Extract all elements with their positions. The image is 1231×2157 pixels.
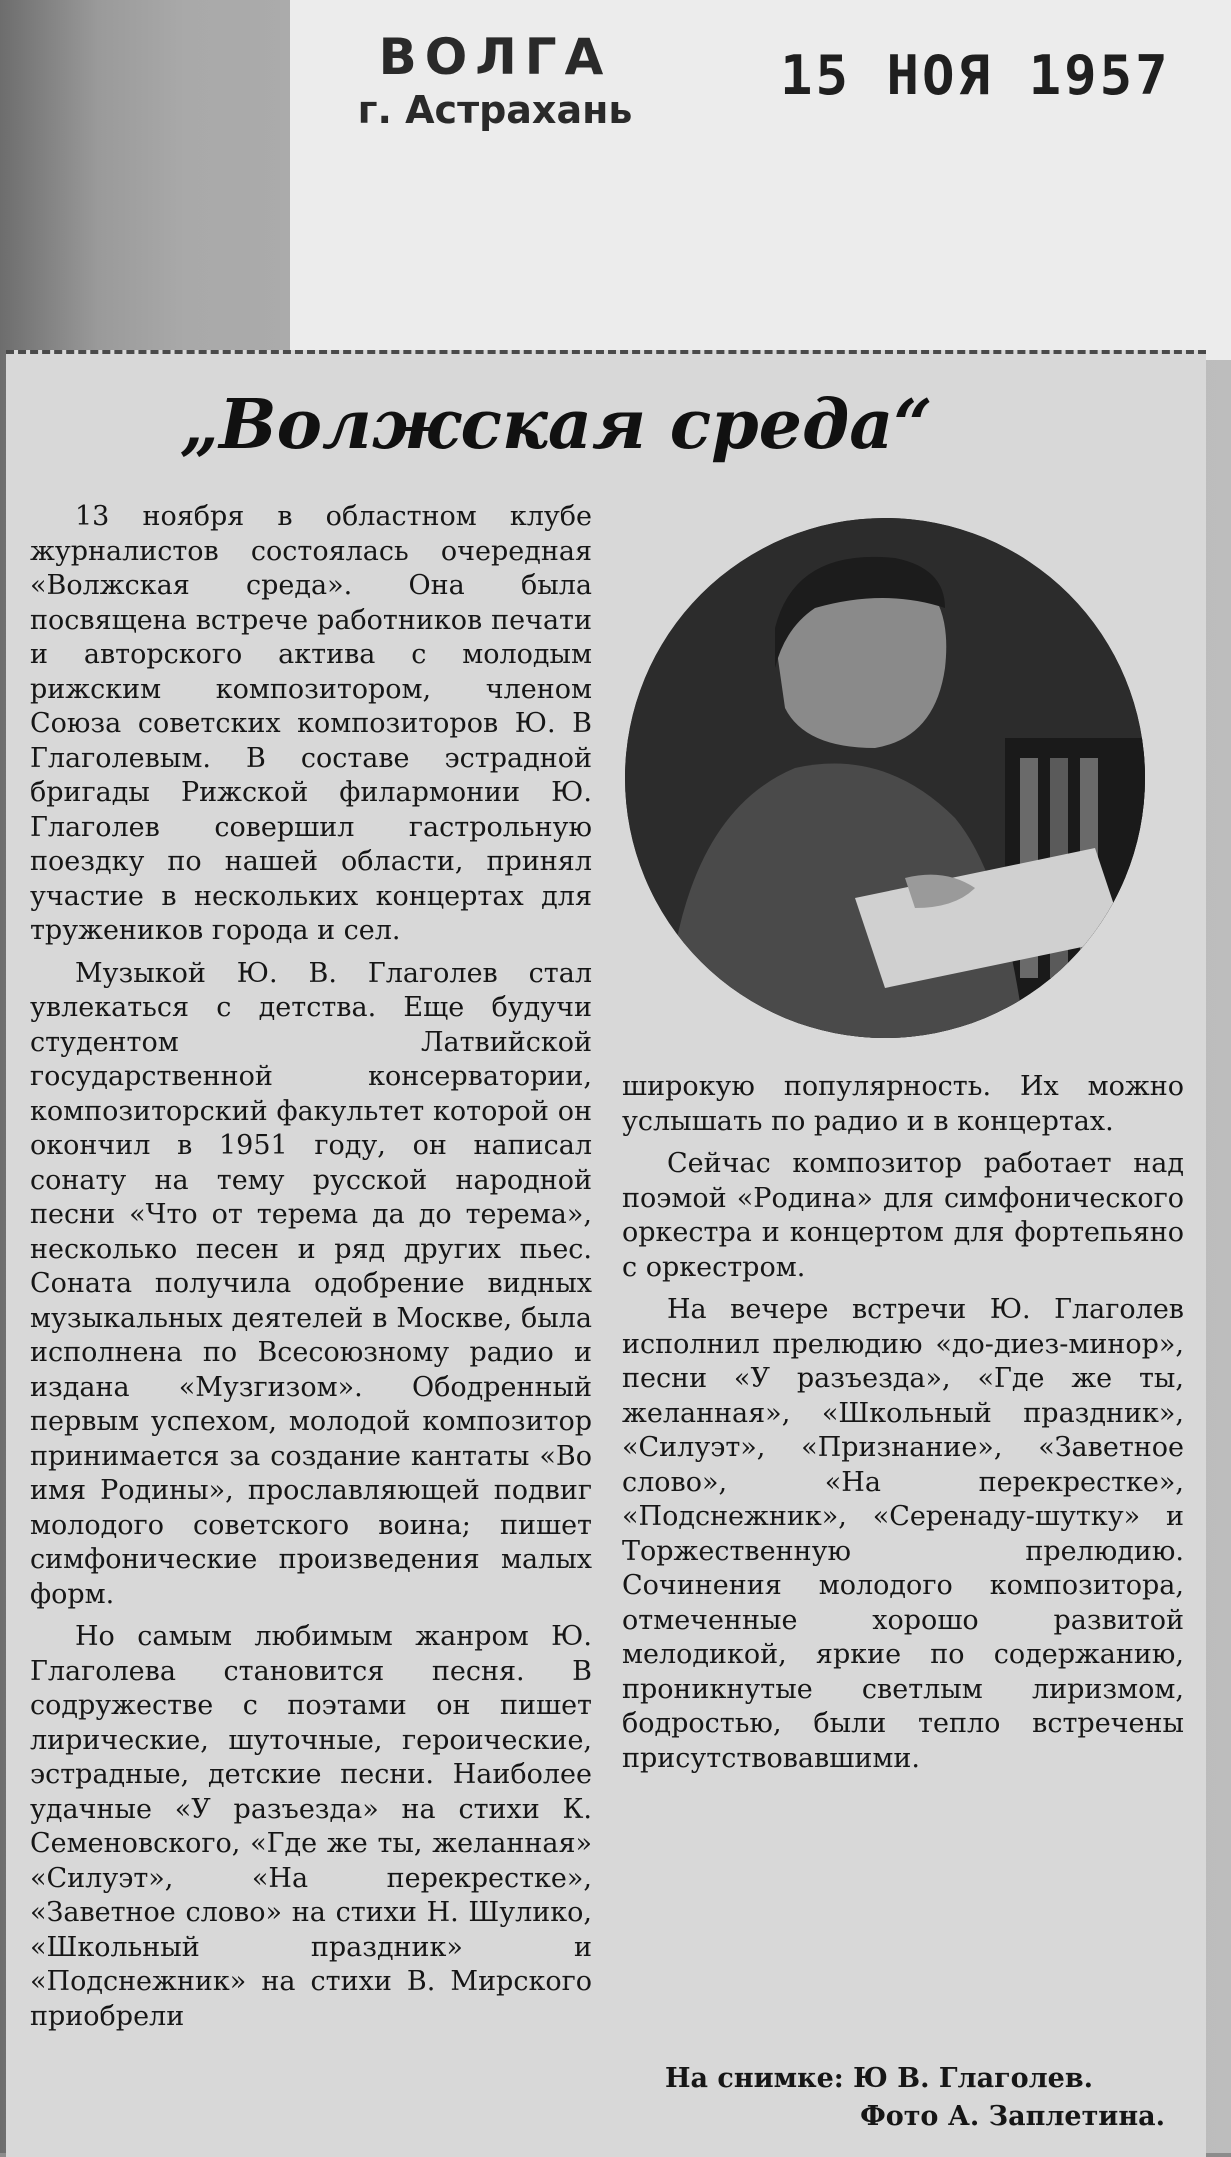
- article-paragraph: широкую популярность. Их можно услышать по радио и в концертах.: [622, 1071, 1184, 1137]
- photo-caption: [665, 2060, 1185, 2136]
- newspaper-name: ВОЛГА: [378, 28, 612, 86]
- article-paragraph: 13 ноября в областном клубе журналистов состоялась очередная «Волжская среда». Она была посвящена встрече работников печати и авторского актива с молодым рижским композитором, членом Союза советских композиторов Ю. В Глаголевым. В составе эстрадной бригады Рижской филармонии Ю. Глаголев совершил гастрольную поездку по нашей области, принял участие в нескольких концертах для тружеников города и сел.: [30, 501, 592, 946]
- caption-subject: На снимке: Ю В. Глаголев.: [665, 2063, 1094, 2094]
- caption-credit: Фото А. Заплетина.: [860, 2101, 1165, 2132]
- article-paragraph: Сейчас композитор работает над поэмой «Родина» для симфонического оркестра и концертом для фортепьяно с оркестром.: [622, 1148, 1184, 1283]
- composer-photo: [625, 518, 1145, 1038]
- article-paragraph: Музыкой Ю. В. Глаголев стал увлекаться с детства. Еще будучи студентом Латвийской государственной консерватории, композиторский факультет которой он окончил в 1951 году, он написал сонату на тему русской народной песни «Что от терема да до терема», несколько песен и ряд других пьес. Соната получила одобрение видных музыкальных деятелей в Москве, была исполнена по Всесоюзному радио и издана «Музгизом». Ободренный первым успехом, молодой композитор принимается за создание кантаты «Во имя Родины», прославляющей подвиг молодого советского воина; пишет симфонические произведения малых форм.: [30, 957, 592, 1610]
- article-column-right: [622, 1070, 1184, 1784]
- source-stamp: [330, 28, 660, 134]
- date-stamp: 15 НОЯ 1957: [780, 44, 1171, 107]
- composer-photo-image: [625, 518, 1145, 1038]
- article-paragraph: На вечере встречи Ю. Глаголев исполнил прелюдию «до-диез-минор», песни «У разъезда», «Где же ты, желанная», «Школьный праздник», «Силуэт», «Признание», «Заветное слово», «На перекрестке», «Подснежник», «Серенаду-шутку» и Торжественную прелюдию. Сочинения молодого композитора, отмеченные хорошо развитой мелодикой, яркие по содержанию, проникнутые светлым лиризмом, бодростью, были тепло встречены присутствовавшими.: [622, 1294, 1184, 1774]
- city-name: г. Астрахань: [357, 88, 633, 132]
- article-headline: „Волжская среда“: [180, 385, 933, 465]
- article-paragraph: Но самым любимым жанром Ю. Глаголева становится песня. В содружестве с поэтами он пишет лирические, шуточные, героические, эстрадные, детские песни. Наиболее удачные «У разъезда» на стихи К. Семеновского, «Где же ты, желанная» «Силуэт», «На перекрестке», «Заветное слово» на стихи Н. Шулико, «Школьный праздник» и «Подснежник» на стихи В. Мирского приобрели: [30, 1621, 592, 2032]
- article-column-left: [30, 500, 592, 2042]
